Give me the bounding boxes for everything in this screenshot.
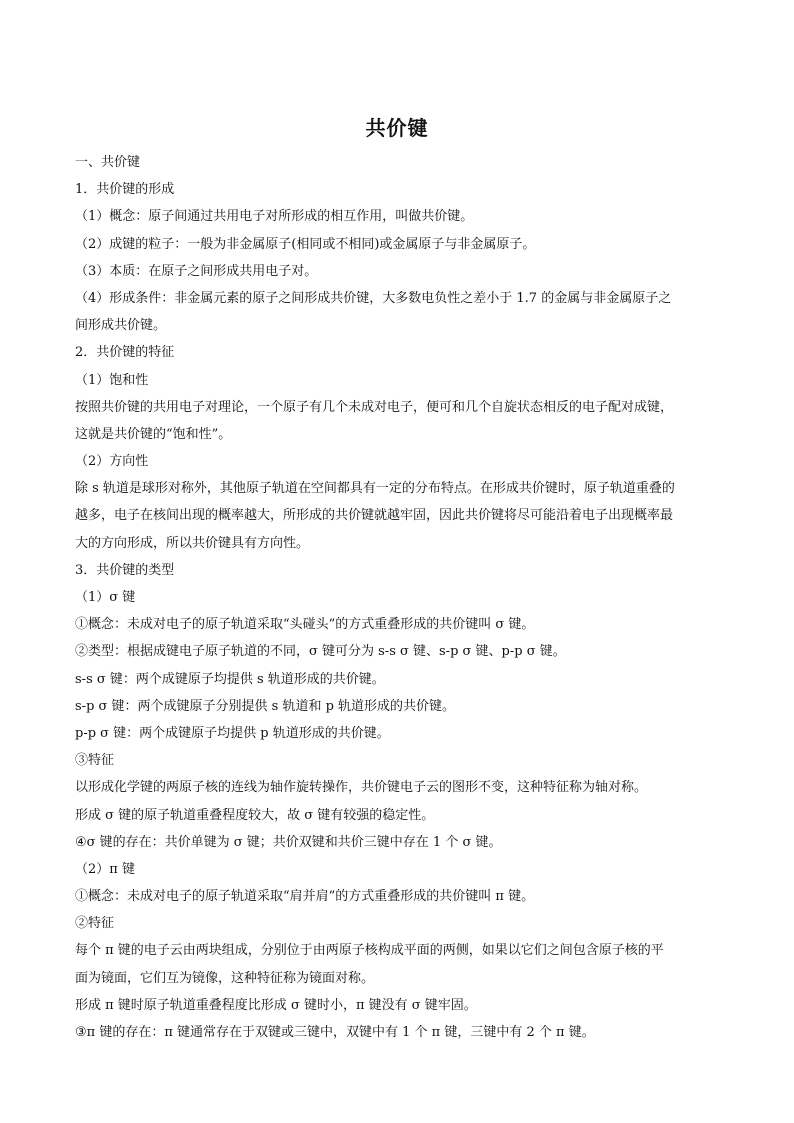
paragraph-line: 面为镜面，它们互为镜像，这种特征称为镜面对称。 — [75, 970, 375, 986]
paragraph-line: ②类型：根据成键电子原子轨道的不同，σ 键可分为 s-s σ 键、s-p σ 键、p-p σ 键。 — [75, 644, 566, 660]
paragraph-line: 形成 σ 键的原子轨道重叠程度较大，故 σ 键有较强的稳定性。 — [75, 807, 435, 823]
paragraph-line: 越多，电子在核间出现的概率越大，所形成的共价键就越牢固，因此共价键将尽可能沿着电子出现概率最 — [75, 508, 674, 524]
subheading-characteristics: 2．共价键的特征 — [75, 345, 175, 361]
paragraph-line: （1）概念：原子间通过共用电子对所形成的相互作用，叫做共价键。 — [75, 209, 474, 225]
paragraph-line: （4）形成条件：非金属元素的原子之间形成共价键，大多数电负性之差小于 1.7 的金属与非金属原子之 — [75, 290, 672, 306]
paragraph-line: s-p σ 键：两个成键原子分别提供 s 轨道和 p 轨道形成的共价键。 — [75, 698, 456, 714]
document-body — [75, 149, 725, 1046]
paragraph-line: 按照共价键的共用电子对理论，一个原子有几个未成对电子，便可和几个自旋状态相反的电子配对成键， — [75, 399, 674, 415]
paragraph-line: （1）饱和性 — [75, 372, 149, 388]
paragraph-line: ①概念：未成对电子的原子轨道采取“头碰头”的方式重叠形成的共价键叫 σ 键。 — [75, 617, 535, 633]
paragraph-line: 每个 π 键的电子云由两块组成，分别位于由两原子核构成平面的两侧，如果以它们之间包含原子核的平 — [75, 943, 664, 959]
paragraph-line: 除 s 轨道是球形对称外，其他原子轨道在空间都具有一定的分布特点。在形成共价键时，原子轨道重叠的 — [75, 481, 675, 497]
paragraph-line: 形成 π 键时原子轨道重叠程度比形成 σ 键时小，π 键没有 σ 键牢固。 — [75, 997, 477, 1013]
paragraph-line: 这就是共价键的“饱和性”。 — [75, 426, 232, 442]
paragraph-line: 以形成化学键的两原子核的连线为轴作旋转操作，共价键电子云的图形不变，这种特征称为轴对称。 — [75, 780, 648, 796]
subheading-formation: 1．共价键的形成 — [75, 182, 175, 198]
page-title: 共价键 — [365, 116, 429, 140]
paragraph-line: （1）σ 键 — [75, 590, 136, 605]
paragraph-line: ②特征 — [75, 916, 115, 932]
paragraph-line: p-p σ 键：两个成键原子均提供 p 轨道形成的共价键。 — [75, 725, 390, 741]
paragraph-line: ④σ 键的存在：共价单键为 σ 键；共价双键和共价三键中存在 1 个 σ 键。 — [75, 834, 502, 850]
paragraph-line: ③π 键的存在：π 键通常存在于双键或三键中，双键中有 1 个 π 键，三键中有 2 个 π 键。 — [75, 1025, 595, 1040]
paragraph-line: （2）π 键 — [75, 861, 135, 877]
paragraph-line: s-s σ 键：两个成键原子均提供 s 轨道形成的共价键。 — [75, 671, 385, 687]
paragraph-line: （2）成键的粒子：一般为非金属原子(相同或不相同)或金属原子与非金属原子。 — [75, 236, 536, 252]
paragraph-line: （2）方向性 — [75, 454, 149, 470]
paragraph-line: ①概念：未成对电子的原子轨道采取“肩并肩”的方式重叠形成的共价键叫 π 键。 — [75, 889, 535, 905]
paragraph-line: （3）本质：在原子之间形成共用电子对。 — [75, 263, 318, 279]
paragraph-line: 间形成共价键。 — [75, 318, 167, 334]
paragraph-line: 大的方向形成，所以共价键具有方向性。 — [75, 535, 310, 551]
paragraph-line: ③特征 — [75, 753, 115, 769]
subheading-types: 3．共价键的类型 — [75, 562, 175, 578]
section-heading-covalent-bond: 一、共价键 — [75, 155, 141, 170]
